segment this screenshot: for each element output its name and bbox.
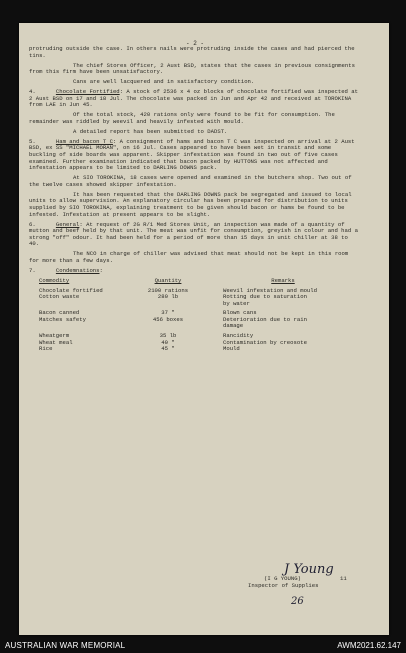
item-text: : A stock of 2536 x 4 oz blocks of chocolate fortified was inspected at 2 Aust BSD on 17 and 18 Jul. The chocolate was packed in Jun and Apr 42 and received at TOROKINA from LAE in Jun 45. <box>29 88 358 109</box>
column-header: Commodity <box>39 276 70 284</box>
item-4-paragraph-2: Of the total stock, 420 rations only were found to be fit for consumption. The remainder was riddled by weevil and heavily infested with mould. <box>29 111 335 125</box>
item-heading: Chocolate Fortified <box>55 88 120 96</box>
item-number: 6. <box>29 220 36 228</box>
item-number: 5. <box>29 137 36 145</box>
cell-remarks: Rancidity <box>223 332 254 340</box>
cell-remarks: Deterioration due to rain <box>223 315 307 323</box>
item-5-paragraph-2: At SIO TOROKINA, 18 cases were opened and examined in the butchers shop. Two out of the twelve cases showed skipper infestation. <box>29 174 352 188</box>
cell-remarks: Mould <box>223 345 240 353</box>
paragraph-continuation: protruding outside the case. In others nails were protruding inside the cases and had pierced the tins. <box>29 45 355 59</box>
handwritten-number: 26 <box>291 596 304 607</box>
cell-commodity <box>29 323 113 330</box>
handwritten-signature: J Young <box>284 562 334 577</box>
cell-quantity: 37 " <box>161 309 175 317</box>
page-number: - 2 - <box>186 40 205 47</box>
cell-commodity: Cotton waste <box>39 293 80 301</box>
item-4 <box>29 89 359 109</box>
cell-commodity: Bacon canned <box>39 309 80 317</box>
item-heading: Condemnations <box>55 266 100 274</box>
cell-commodity: Matches safety <box>39 315 86 323</box>
condemnations-table <box>29 278 359 353</box>
item-heading: Ham and bacon T C <box>55 137 113 145</box>
cell-quantity <box>113 323 223 330</box>
cell-quantity: 2100 rations <box>147 286 189 294</box>
cell-quantity: 45 " <box>161 345 175 353</box>
table-row <box>29 333 359 340</box>
cell-commodity: Wheat meal <box>39 338 73 346</box>
signatory-name: (I G YOUNG) <box>264 575 301 582</box>
paragraph-cans: Cans are well lacquered and in satisfactory condition. <box>73 78 255 86</box>
cell-quantity: 280 lb <box>157 293 179 301</box>
table-header <box>29 278 359 285</box>
item-6 <box>29 222 359 248</box>
cell-commodity <box>29 301 113 308</box>
table-row <box>29 294 359 301</box>
table-row <box>29 340 359 347</box>
cell-remarks: Rotting due to saturation <box>223 293 307 301</box>
table-row <box>29 323 359 330</box>
cell-remarks: damage <box>223 322 244 330</box>
paragraph-stores-officer: The chief Stores Officer, 2 Aust BSD, states that the cases in previous consignments from this firm have been unsatisfactory. <box>29 61 355 76</box>
item-7: 7. Condemnations: <box>29 266 103 274</box>
item-5-paragraph-3: It has been requested that the DARLING DOWNS pack be segregated and issued to local units to allow supervision. An explanatory circular has been prepared for distribution to units supplied by SIO TOROKINA, explaining treatment to be given should bacon or hams be found to be infested. Infestation at present appears to be slight. <box>29 190 352 218</box>
item-text: : At request of 2G R/1 Med Stores Unit, an inspection was made of a quantity of mutton and beef held by that unit. The meat was unfit for consumption, greyish in colour and had a strong "off" odour. It had been held for a period of more than 15 days in unit chiller at 38 to 40. <box>29 220 358 248</box>
item-number: 7. <box>29 266 36 274</box>
column-header: Remarks <box>271 276 295 284</box>
cell-remarks: Contamination by creosote <box>223 338 307 346</box>
archive-credit: AUSTRALIAN WAR MEMORIAL <box>5 641 126 650</box>
cell-remarks: Blown cans <box>223 309 257 317</box>
cell-quantity: 35 lb <box>159 332 177 340</box>
item-number: 4. <box>29 88 36 96</box>
table-row <box>29 317 359 324</box>
cell-quantity: 40 " <box>161 338 175 346</box>
table-row <box>29 346 359 353</box>
document-body <box>29 46 359 353</box>
page-mark: 11 <box>340 575 347 582</box>
cell-remarks: Weevil infestation and mould <box>223 286 317 294</box>
cell-quantity: 456 boxes <box>152 315 184 323</box>
item-4-paragraph-3: A detailed report has been submitted to DADST. <box>73 127 228 135</box>
column-header: Quantity <box>154 276 182 284</box>
cell-quantity <box>113 301 223 308</box>
item-heading: General <box>55 220 80 228</box>
cell-commodity: Wheatgerm <box>39 332 70 340</box>
item-6-paragraph-2: The NCO in charge of chiller was advised that meat should not be kept in this room for more than a few days. <box>29 250 349 264</box>
item-text: : A consignment of hams and bacon T C was inspected on arrival at 2 Aust BSD, ex SS "MICHAEL MORAN", on 16 Jul. Cases appeared to have been wet in transit and some buckling of side boards was apparent. Skipper infestation was found in two out of five cases examined. Further examination indicated that bacon packed by HUTTONS was not affected and infestation appears to be limited to DARLING DOWNS pack. <box>29 137 355 172</box>
cell-commodity: Rice <box>39 345 53 353</box>
signatory-title: Inspector of Supplies <box>248 582 319 589</box>
item-5 <box>29 139 359 172</box>
cell-commodity: Chocolate fortified <box>39 286 103 294</box>
archive-reference: AWM2021.62.147 <box>337 641 401 650</box>
cell-remarks: by water <box>223 299 250 307</box>
table-row <box>29 301 359 308</box>
